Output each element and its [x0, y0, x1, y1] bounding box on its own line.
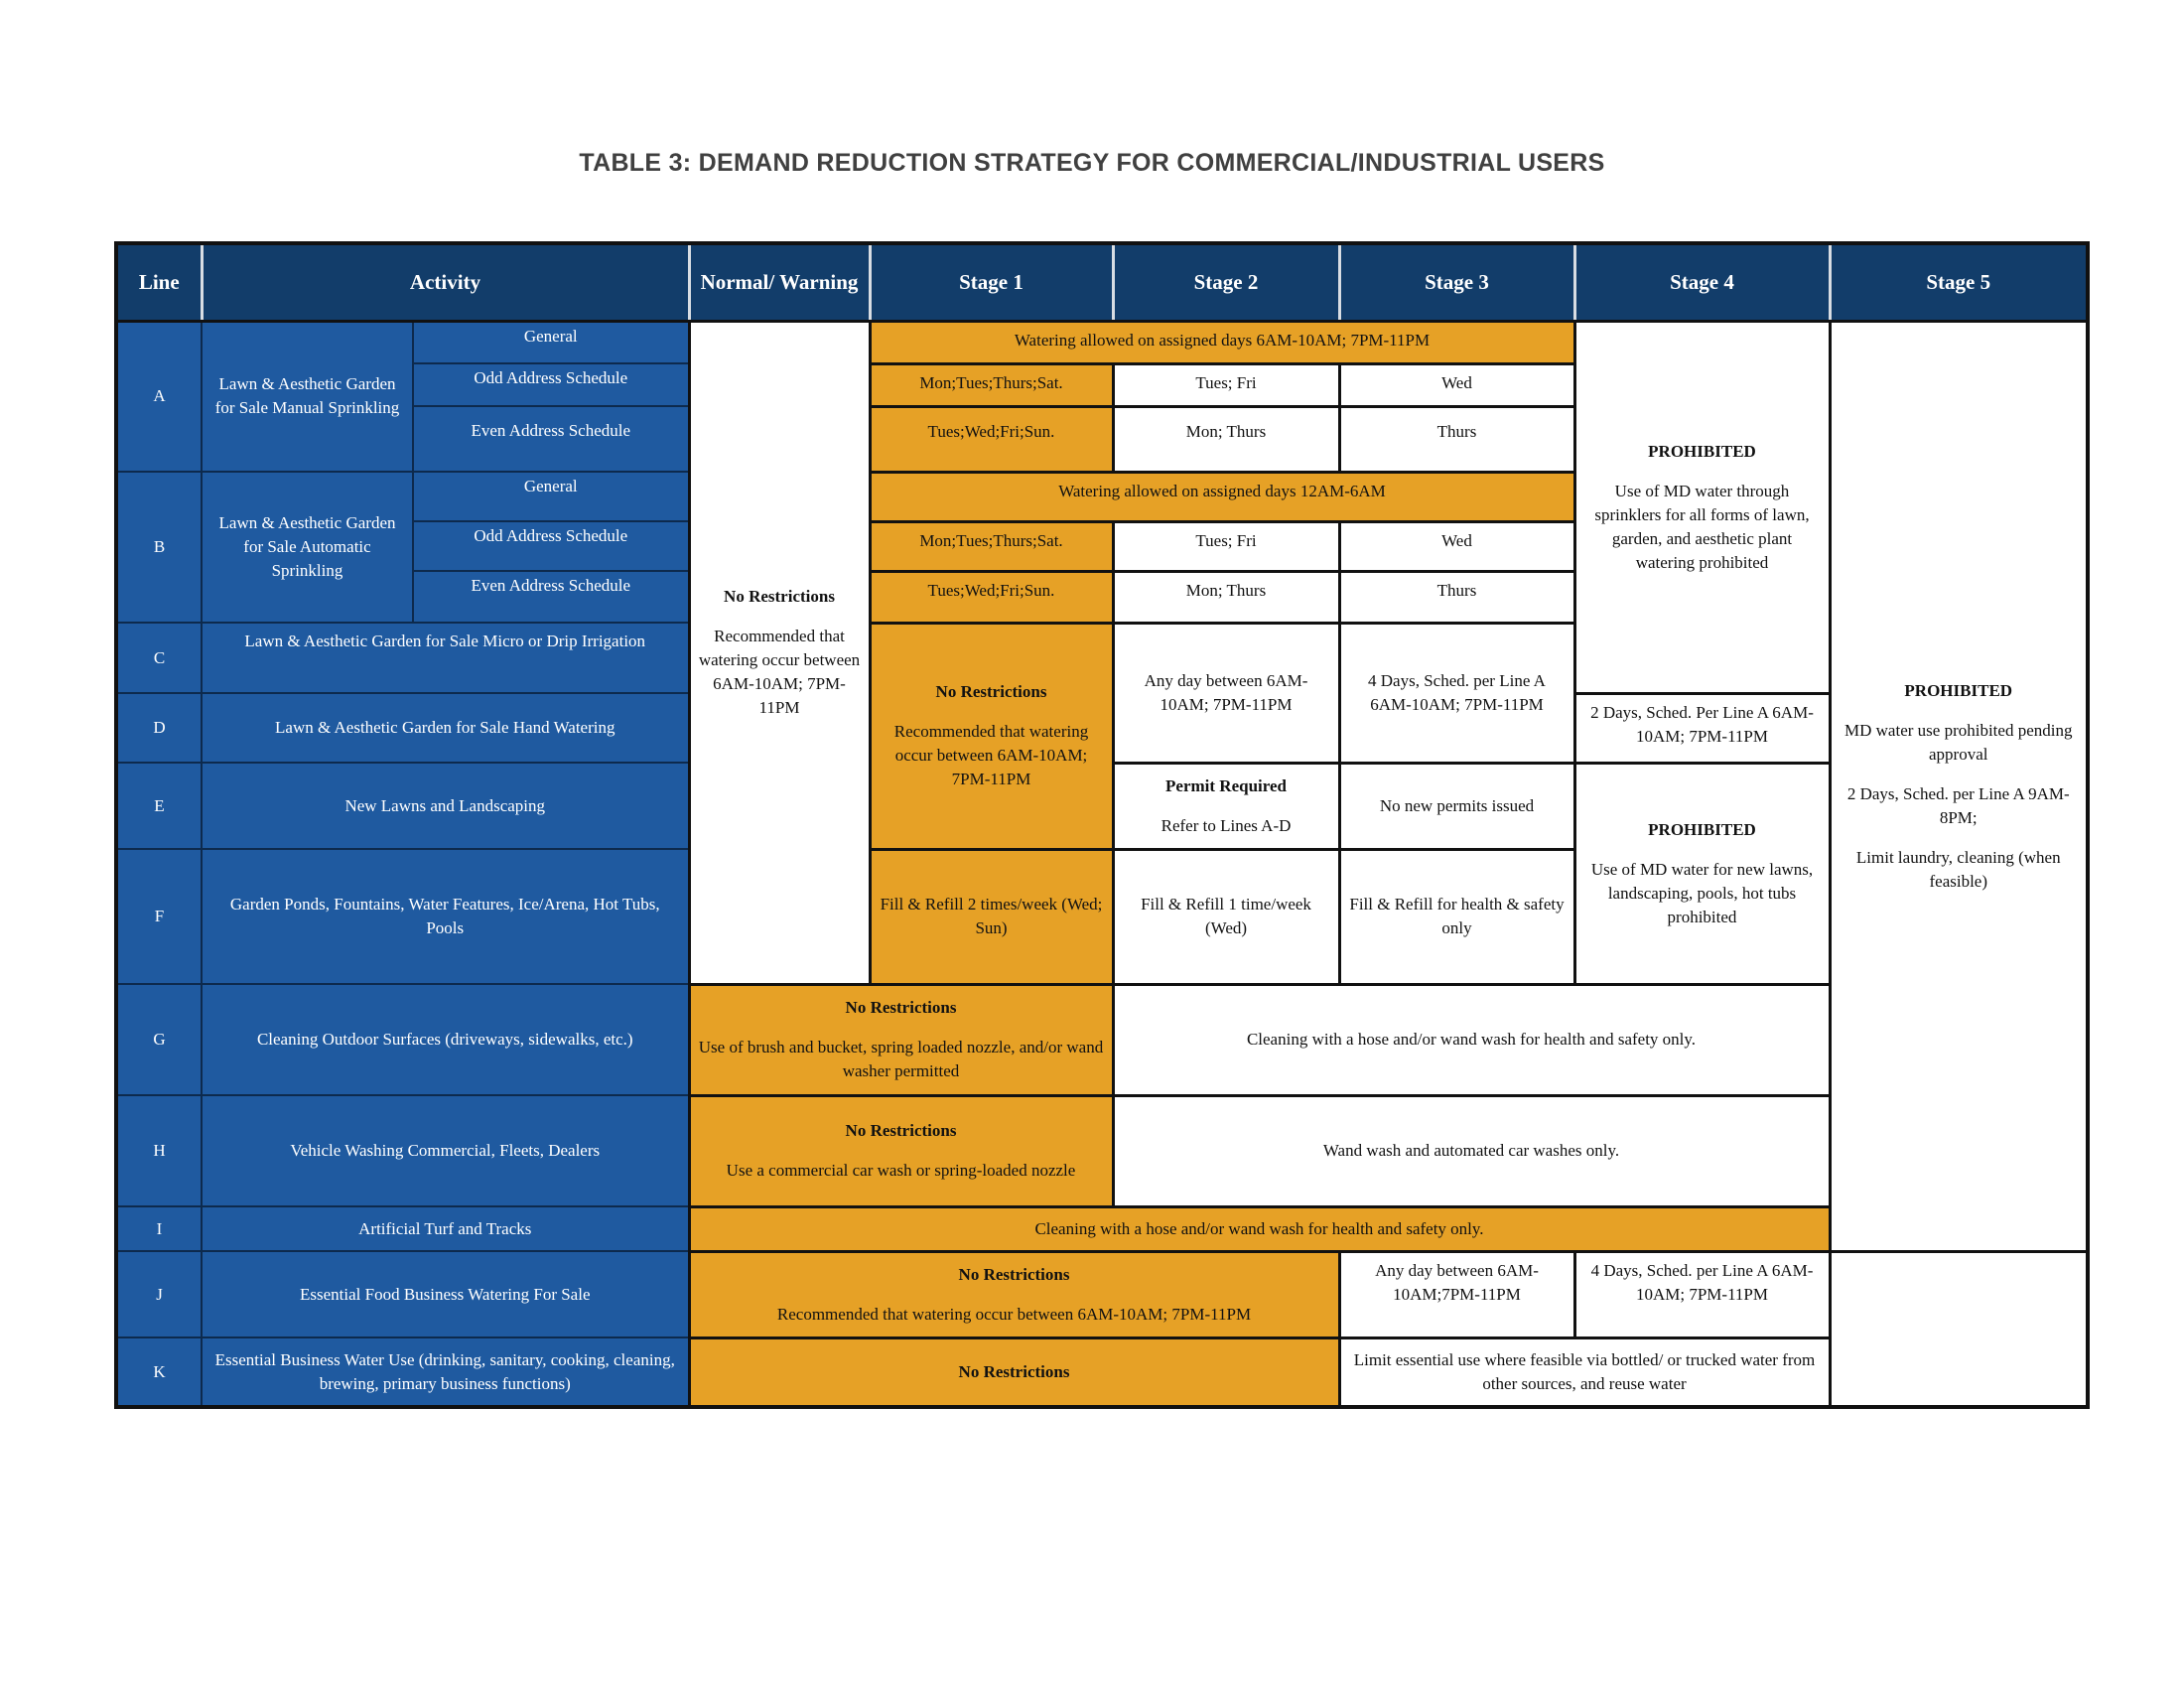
h-normal-s1	[689, 1095, 1113, 1206]
general-a-stages-1-3: Watering allowed on assigned days 6AM-10AM; 7PM-11PM	[870, 321, 1574, 363]
normal-af-bold: No Restrictions	[724, 587, 835, 606]
even-b-s1: Tues;Wed;Fri;Sun.	[870, 571, 1113, 623]
stage1-c-e	[870, 623, 1113, 849]
table-row	[116, 321, 2088, 363]
f-s2: Fill & Refill 1 time/week (Wed)	[1113, 849, 1339, 984]
odd-b-s2: Tues; Fri	[1113, 521, 1339, 571]
h-normal-bold: No Restrictions	[845, 1121, 957, 1140]
header-stage-3: Stage 3	[1339, 243, 1574, 321]
stage5-bold: PROHIBITED	[1904, 680, 2013, 700]
normal-warning-a-f	[689, 321, 870, 984]
odd-a-s1: Mon;Tues;Thurs;Sat.	[870, 363, 1113, 406]
line-j: J	[116, 1251, 202, 1337]
line-c: C	[116, 623, 202, 693]
header-stage-5: Stage 5	[1830, 243, 2088, 321]
stage4-ac-text: Use of MD water through sprinklers for all forms of lawn, garden, and aesthetic plant watering prohibited	[1594, 481, 1810, 572]
sub-even-b: Even Address Schedule	[413, 571, 689, 623]
stage5-a-k	[1830, 321, 2088, 1251]
header-stage-4: Stage 4	[1574, 243, 1830, 321]
sub-even-a: Even Address Schedule	[413, 406, 689, 472]
line-e: E	[116, 763, 202, 849]
line-k: K	[116, 1337, 202, 1407]
activity-j: Essential Food Business Watering For Sale	[202, 1251, 689, 1337]
table-row	[116, 1337, 2088, 1407]
g-s2-s4: Cleaning with a hose and/or wand wash for health and safety only.	[1113, 984, 1830, 1095]
g-normal-s1	[689, 984, 1113, 1095]
stage5-p1: MD water use prohibited pending approval	[1844, 720, 2073, 764]
header-line: Line	[116, 243, 202, 321]
activity-g: Cleaning Outdoor Surfaces (driveways, sidewalks, etc.)	[202, 984, 689, 1095]
k-normal-s2: No Restrictions	[689, 1337, 1339, 1407]
table-row	[116, 1251, 2088, 1337]
e-s2	[1113, 763, 1339, 849]
header-stage-1: Stage 1	[870, 243, 1113, 321]
sub-odd-b: Odd Address Schedule	[413, 521, 689, 571]
d-s4: 2 Days, Sched. Per Line A 6AM-10AM; 7PM-11PM	[1574, 693, 1830, 763]
stage1-ce-bold: No Restrictions	[935, 682, 1047, 701]
activity-k: Essential Business Water Use (drinking, sanitary, cooking, cleaning, brewing, primary business functions)	[202, 1337, 689, 1407]
j-normal-text: Recommended that watering occur between 6AM-10AM; 7PM-11PM	[776, 1304, 1252, 1324]
table-row	[116, 984, 2088, 1095]
activity-a: Lawn & Aesthetic Garden for Sale Manual Sprinkling	[202, 321, 413, 472]
line-g: G	[116, 984, 202, 1095]
odd-b-s1: Mon;Tues;Thurs;Sat.	[870, 521, 1113, 571]
activity-d: Lawn & Aesthetic Garden for Sale Hand Watering	[202, 693, 689, 763]
activity-c: Lawn & Aesthetic Garden for Sale Micro or Drip Irrigation	[202, 623, 689, 693]
odd-a-s2: Tues; Fri	[1113, 363, 1339, 406]
sub-general-b: General	[413, 472, 689, 521]
table-title: TABLE 3: DEMAND REDUCTION STRATEGY FOR COMMERCIAL/INDUSTRIAL USERS	[579, 149, 1605, 177]
odd-b-s3: Wed	[1339, 521, 1574, 571]
odd-a-s3: Wed	[1339, 363, 1574, 406]
even-a-s3: Thurs	[1339, 406, 1574, 472]
j-normal-bold: No Restrictions	[958, 1264, 1070, 1284]
header-normal-warning: Normal/ Warning	[689, 243, 870, 321]
even-b-s3: Thurs	[1339, 571, 1574, 623]
stage4-a-c	[1574, 321, 1830, 693]
table-row	[116, 1206, 2088, 1251]
line-h: H	[116, 1095, 202, 1206]
activity-i: Artificial Turf and Tracks	[202, 1206, 689, 1251]
stage4-ef-text: Use of MD water for new lawns, landscaping, pools, hot tubs prohibited	[1590, 859, 1814, 926]
h-s2-s4: Wand wash and automated car washes only.	[1113, 1095, 1830, 1206]
activity-h: Vehicle Washing Commercial, Fleets, Dealers	[202, 1095, 689, 1206]
j-s3: Any day between 6AM-10AM;7PM-11PM	[1339, 1251, 1574, 1337]
demand-reduction-table	[114, 241, 2090, 1409]
stage5-p2: 2 Days, Sched. per Line A 9AM-8PM;	[1846, 783, 2070, 827]
line-b: B	[116, 472, 202, 623]
header-stage-2: Stage 2	[1113, 243, 1339, 321]
sub-odd-a: Odd Address Schedule	[413, 363, 689, 406]
line-f: F	[116, 849, 202, 984]
e-s2-bold: Permit Required	[1165, 775, 1287, 795]
e-s3: No new permits issued	[1339, 763, 1574, 849]
e-s2-text: Refer to Lines A-D	[1160, 815, 1292, 835]
k-s3-s4: Limit essential use where feasible via bottled/ or trucked water from other sources, and reuse water	[1339, 1337, 1830, 1407]
header-activity: Activity	[202, 243, 689, 321]
h-normal-text: Use a commercial car wash or spring-loaded nozzle	[726, 1161, 1076, 1180]
f-s1: Fill & Refill 2 times/week (Wed; Sun)	[870, 849, 1113, 984]
stage4-ac-bold: PROHIBITED	[1648, 441, 1756, 461]
activity-e: New Lawns and Landscaping	[202, 763, 689, 849]
even-b-s2: Mon; Thurs	[1113, 571, 1339, 623]
j-s4: 4 Days, Sched. per Line A 6AM-10AM; 7PM-11PM	[1574, 1251, 1830, 1337]
f-s3: Fill & Refill for health & safety only	[1339, 849, 1574, 984]
g-normal-text: Use of brush and bucket, spring loaded nozzle, and/or wand washer permitted	[698, 1038, 1104, 1080]
activity-f: Garden Ponds, Fountains, Water Features, Ice/Arena, Hot Tubs, Pools	[202, 849, 689, 984]
c-d-s2: Any day between 6AM-10AM; 7PM-11PM	[1113, 623, 1339, 763]
even-a-s1: Tues;Wed;Fri;Sun.	[870, 406, 1113, 472]
stage4-e-f	[1574, 763, 1830, 984]
even-a-s2: Mon; Thurs	[1113, 406, 1339, 472]
header-row	[116, 243, 2088, 321]
stage1-ce-text: Recommended that watering occur between 6AM-10AM; 7PM-11PM	[893, 722, 1089, 788]
table-row	[116, 1095, 2088, 1206]
line-d: D	[116, 693, 202, 763]
sub-general-a: General	[413, 321, 689, 363]
c-d-s3: 4 Days, Sched. per Line A 6AM-10AM; 7PM-11PM	[1339, 623, 1574, 763]
j-normal-s2	[689, 1251, 1339, 1337]
normal-af-text: Recommended that watering occur between 6AM-10AM; 7PM-11PM	[698, 627, 861, 717]
i-normal-s4: Cleaning with a hose and/or wand wash for health and safety only.	[689, 1206, 1830, 1251]
g-normal-bold: No Restrictions	[845, 998, 957, 1017]
stage4-ef-bold: PROHIBITED	[1648, 819, 1756, 839]
general-b-stages-1-3: Watering allowed on assigned days 12AM-6AM	[870, 472, 1574, 521]
line-a: A	[116, 321, 202, 472]
stage5-p3: Limit laundry, cleaning (when feasible)	[1855, 847, 2061, 891]
line-i: I	[116, 1206, 202, 1251]
activity-b: Lawn & Aesthetic Garden for Sale Automatic Sprinkling	[202, 472, 413, 623]
